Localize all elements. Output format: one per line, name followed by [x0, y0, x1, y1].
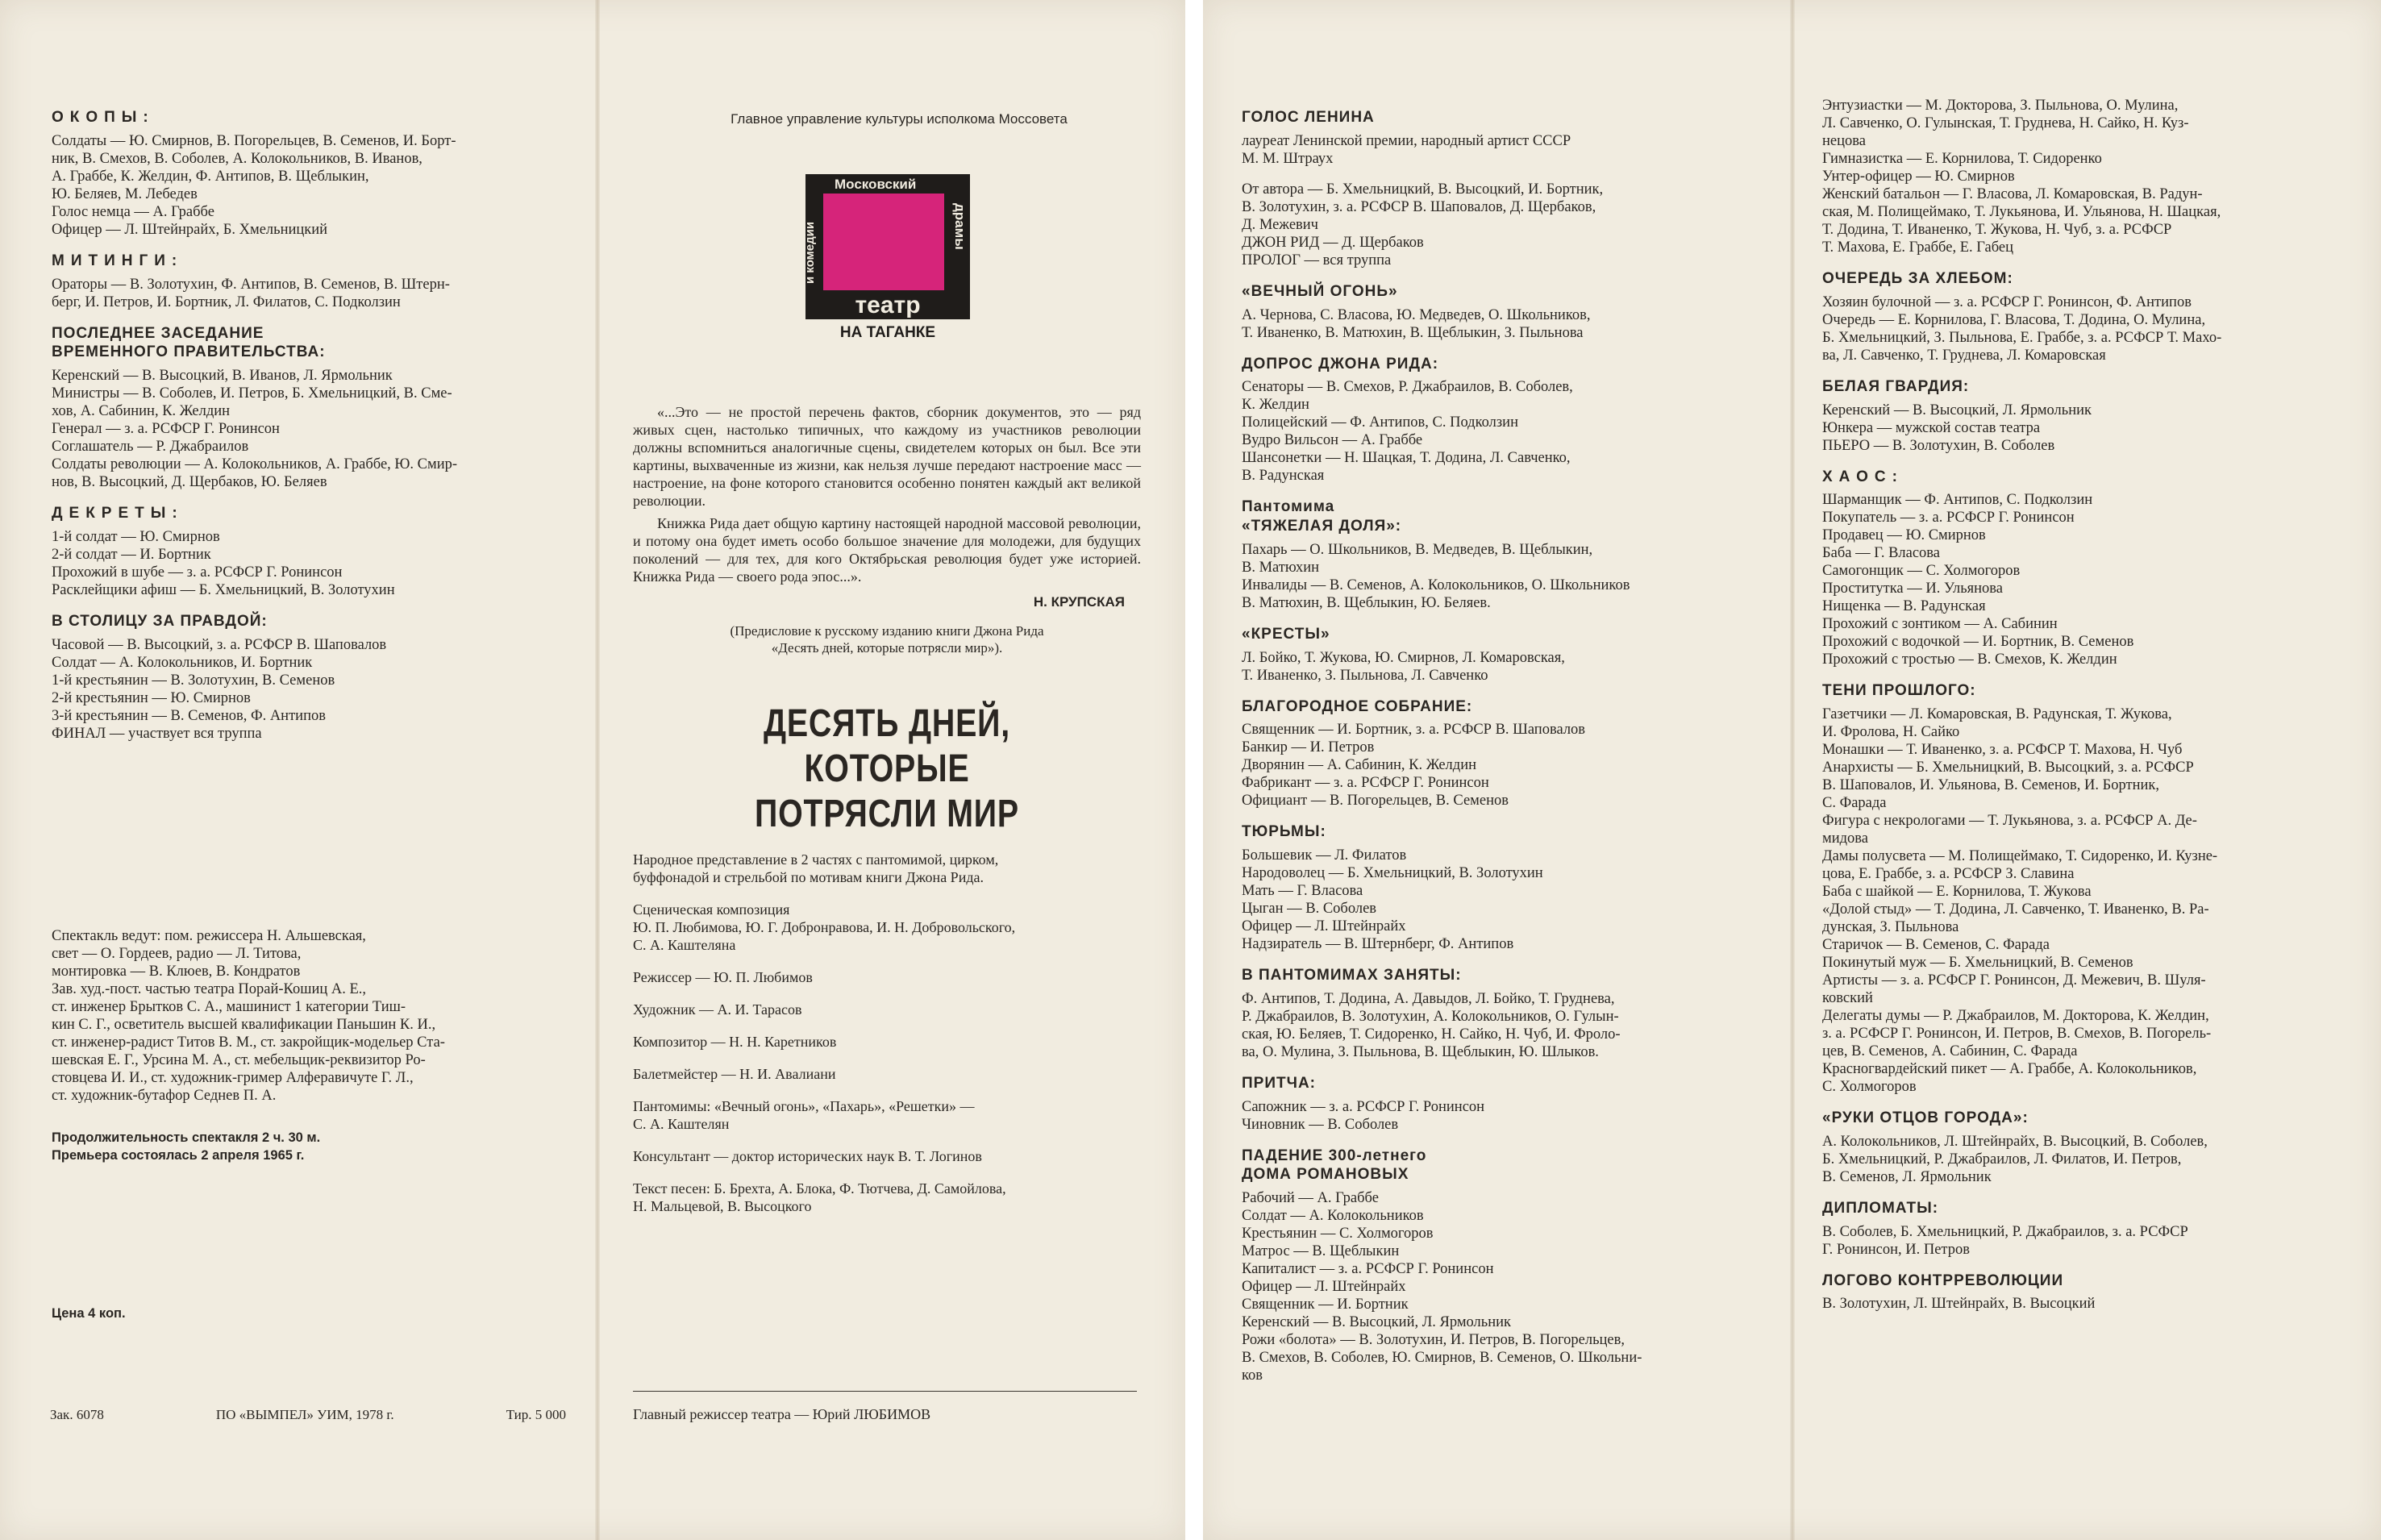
cast-line: Офицер — Л. Штейнрайх, Б. Хмельницкий — [52, 221, 328, 238]
play-title: ДЕСЯТЬ ДНЕЙ, КОТОРЫЕ ПОТРЯСЛИ МИР — [755, 702, 1019, 835]
cast-line: В. Семенов, Л. Ярмольник — [1822, 1168, 1992, 1185]
cast-column-right-1 — [1242, 97, 1774, 1540]
theatre-logo — [802, 171, 973, 342]
cast-line: Газетчики — Л. Комаровская, В. Радунская, Т. Жукова, — [1822, 706, 2172, 722]
cast-line: Голос немца — А. Граббе — [52, 203, 214, 220]
section-heading: В СТОЛИЦУ ЗА ПРАВДОЙ: — [52, 612, 268, 630]
cast-section — [52, 252, 568, 311]
cast-section — [52, 504, 568, 599]
section-heading: «ВЕЧНЫЙ ОГОНЬ» — [1242, 282, 1398, 300]
cast-line: Очередь — Е. Корнилова, Г. Власова, Т. Додина, О. Мулина, — [1822, 311, 2206, 328]
program-left-sheet — [0, 0, 1185, 1540]
section-heading: ТЮРЬМЫ: — [1242, 823, 1326, 841]
cast-line: Солдаты — Ю. Смирнов, В. Погорельцев, В. Семенов, И. Борт- — [52, 132, 456, 149]
cast-line: Прохожий с водочкой — И. Бортник, В. Семенов — [1822, 634, 2134, 651]
section-heading: ДОПРОС ДЖОНА РИДА: — [1242, 355, 1439, 373]
cast-line: Полицейский — Ф. Антипов, С. Подколзин — [1242, 414, 1518, 431]
cast-section — [1242, 1147, 1774, 1385]
credit-entry — [633, 1033, 1141, 1051]
cast-line: Старичок — В. Семенов, С. Фарада — [1822, 937, 2050, 953]
cast-line: Красногвардейский пикет — А. Граббе, А. Колокольников, — [1822, 1061, 2197, 1077]
cast-line: Шансонетки — Н. Шацкая, Т. Додина, Л. Савченко, — [1242, 450, 1571, 467]
quote-paragraph: Книжка Рида дает общую картину настоящей народной массовой революции, и потому она будет иметь особо большое значение для молодежи, для будущих поколений — для тех, для кого Октябрьская революция будет уже историей. Книжка Рида — своего рода эпос...». — [633, 515, 1141, 585]
cast-line: Ю. Беляев, М. Лебедев — [52, 185, 198, 202]
credit-line: Сценическая композиция — [633, 901, 790, 918]
cast-line: Керенский — В. Высоцкий, В. Иванов, Л. Ярмольник — [52, 368, 393, 384]
cast-line: От автора — Б. Хмельницкий, В. Высоцкий, И. Бортник, — [1242, 181, 1604, 198]
cast-line: Офицер — Л. Штейнрайх — [1242, 918, 1406, 934]
cast-line: Юнкера — мужской состав театра — [1822, 419, 2041, 436]
staff-line: монтировка — В. Клюев, В. Кондратов — [52, 964, 301, 980]
cast-line: Шарманщик — Ф. Антипов, С. Подколзин — [1822, 492, 2093, 509]
fold-line — [1790, 0, 1795, 1540]
logo-text-moscow: Московский — [835, 177, 917, 192]
cast-line: Рожи «болота» — В. Золотухин, И. Петров, В. Погорельцев, — [1242, 1332, 1625, 1348]
cast-line: Энтузиастки — М. Докторова, З. Пыльнова, О. Мулина, — [1822, 98, 2179, 114]
cast-section — [52, 108, 568, 239]
cast-line: В. Золотухин, з. а. РСФСР В. Шаповалов, Д. Щербаков, — [1242, 198, 1596, 215]
cast-line: Женский батальон — Г. Власова, Л. Комаровская, В. Радун- — [1822, 186, 2203, 202]
cast-section — [52, 612, 568, 743]
cast-line: лауреат Ленинской премии, народный артист СССР — [1242, 132, 1571, 149]
credit-line: Режиссер — Ю. П. Любимов — [633, 969, 813, 985]
cast-line: Священник — И. Бортник — [1242, 1297, 1409, 1313]
cast-line: Т. Иваненко, З. Пыльнова, Л. Савченко — [1242, 667, 1488, 684]
cast-line: Крестьянин — С. Холмогоров — [1242, 1226, 1434, 1242]
program-right-sheet — [1203, 0, 2381, 1540]
quote-source: (Предисловие к русскому изданию книги Джона Рида «Десять дней, которые потрясли мир»). — [730, 623, 1044, 656]
cast-line: Л. Бойко, Т. Жукова, Ю. Смирнов, Л. Комаровская, — [1242, 649, 1565, 666]
credit-entry — [633, 851, 1141, 886]
cast-line: Унтер-офицер — Ю. Смирнов — [1822, 169, 2015, 185]
chief-director-credit: Главный режиссер театра — Юрий ЛЮБИМОВ — [633, 1406, 931, 1422]
cast-section — [1242, 625, 1774, 685]
cast-line: Артисты — з. а. РСФСР Г. Ронинсон, Д. Межевич, В. Шуля- — [1822, 972, 2206, 989]
staff-line: кин С. Г., осветитель высшей квалификации Паньшин К. И., — [52, 1017, 436, 1033]
credit-line: Народное представление в 2 частях с пантомимой, цирком, — [633, 851, 999, 868]
cast-line: Продавец — Ю. Смирнов — [1822, 527, 1986, 544]
credit-line: Композитор — Н. Н. Каретников — [633, 1034, 837, 1050]
cast-section — [1822, 1199, 2354, 1259]
cast-line: Сенаторы — В. Смехов, Р. Джабраилов, В. Соболев, — [1242, 379, 1573, 396]
cast-line: Чиновник — В. Соболев — [1242, 1116, 1399, 1133]
staff-line: стовцева И. И., ст. художник-гример Алферавичуте Г. Л., — [52, 1070, 414, 1086]
section-heading: «КРЕСТЫ» — [1242, 625, 1330, 643]
cast-line: Г. Ронинсон, И. Петров — [1822, 1241, 1970, 1258]
section-heading: В ПАНТОМИМАХ ЗАНЯТЫ: — [1242, 967, 1462, 984]
quote-author: Н. КРУПСКАЯ — [1033, 594, 1125, 610]
cast-line: Рабочий — А. Граббе — [1242, 1190, 1379, 1206]
credit-entry — [633, 1180, 1141, 1215]
cast-line: 2-й крестьянин — Ю. Смирнов — [52, 689, 251, 706]
divider — [633, 1391, 1137, 1392]
cast-line: 2-й солдат — И. Бортник — [52, 546, 211, 563]
cast-line: ПРОЛОГ — вся труппа — [1242, 252, 1392, 268]
cast-section — [1822, 377, 2354, 455]
staff-line: свет — О. Гордеев, радио — Л. Титова, — [52, 946, 302, 962]
section-heading: ДИПЛОМАТЫ: — [1822, 1199, 1939, 1217]
cast-line: 1-й крестьянин — В. Золотухин, В. Семенов — [52, 672, 335, 689]
cast-section — [1242, 108, 1774, 168]
credit-line: Балетмейстер — Н. И. Авалиани — [633, 1066, 836, 1082]
section-heading: ЛОГОВО КОНТРРЕВОЛЮЦИИ — [1822, 1272, 2064, 1289]
cast-line: К. Желдин — [1242, 397, 1309, 414]
credit-line: Консультант — доктор исторических наук В. Т. Логинов — [633, 1148, 982, 1164]
cast-line: В. Золотухин, Л. Штейнрайх, В. Высоцкий — [1822, 1296, 2096, 1313]
staff-line: шевская Е. Г., Урсина М. А., ст. мебельщик-реквизитор Ро- — [52, 1052, 426, 1068]
cast-section — [1242, 822, 1774, 953]
cast-line: Анархисты — Б. Хмельницкий, В. Высоцкий, з. а. РСФСР — [1822, 760, 2194, 776]
cast-column-left — [52, 97, 568, 1540]
cast-line: В. Соболев, Б. Хмельницкий, Р. Джабраилов, з. а. РСФСР — [1822, 1223, 2188, 1240]
cast-line: мидова — [1822, 830, 1868, 847]
credit-entry — [633, 968, 1141, 986]
cast-line: цова, Е. Граббе, з. а. РСФСР З. Славина — [1822, 866, 2075, 882]
staff-credits — [52, 927, 568, 1105]
imprint-footer — [50, 1407, 566, 1423]
cast-line: Соглашатель — Р. Джабраилов — [52, 439, 249, 455]
section-heading: БЕЛАЯ ГВАРДИЯ: — [1822, 377, 1970, 395]
cast-line: ва, О. Мулина, З. Пыльнова, В. Щеблыкин, Ю. Шлыков. — [1242, 1043, 1599, 1060]
cast-section — [1242, 181, 1774, 269]
cast-line: И. Фролова, Н. Сайко — [1822, 724, 1960, 740]
cast-line: Т. Додина, Т. Иваненко, Т. Жукова, Н. Чуб, з. а. РСФСР — [1822, 222, 2172, 238]
cast-line: Фигура с некрологами — Т. Лукьянова, з. а. РСФСР А. Де- — [1822, 813, 2197, 829]
section-heading: ОЧЕРЕДЬ ЗА ХЛЕБОМ: — [1822, 270, 2013, 287]
organization-header: Главное управление культуры исполкома Моссовета — [731, 111, 1068, 127]
cast-section — [1822, 1272, 2354, 1313]
cast-line: Солдат — А. Колокольников — [1242, 1208, 1424, 1224]
cast-line: Гимназистка — Е. Корнилова, Т. Сидоренко — [1822, 151, 2102, 167]
cast-line: Пахарь — О. Школьников, В. Медведев, В. Щеблыкин, — [1242, 541, 1593, 558]
cast-line: А. Колокольников, Л. Штейнрайх, В. Высоцкий, В. Соболев, — [1822, 1133, 2208, 1150]
section-heading: ПОСЛЕДНЕЕ ЗАСЕДАНИЕ ВРЕМЕННОГО ПРАВИТЕЛЬСТВА: — [52, 324, 326, 361]
cast-line: В. Матюхин — [1242, 559, 1320, 576]
cast-line: Баба — Г. Власова — [1822, 545, 1941, 562]
cast-line: Банкир — И. Петров — [1242, 739, 1375, 756]
quote-paragraph: «...Это — не простой перечень фактов, сборник документов, это — ряд живых сцен, настолько типичных, что каждому из участников революции должны вспомниться аналогичные сцены, свидетелем которых он был. Все эти картины, выхваченные из жизни, как нельзя лучше передают настроение масс — настроение, на фоне которого становится особенно понятен каждый акт великой революции. — [633, 404, 1141, 509]
section-heading: ДЕКРЕТЫ: — [52, 505, 184, 522]
cast-line: ФИНАЛ — участвует вся труппа — [52, 725, 262, 742]
cast-line: Т. Махова, Е. Граббе, Е. Габец — [1822, 239, 2013, 256]
cast-line: Монашки — Т. Иваненко, з. а. РСФСР Т. Махова, Н. Чуб — [1822, 742, 2183, 758]
cast-line: Инвалиды — В. Семенов, А. Колокольников, О. Школьников — [1242, 576, 1630, 593]
cast-line: Б. Хмельницкий, Р. Джабраилов, Л. Филатов, И. Петров, — [1822, 1151, 2182, 1167]
cast-line: С. Холмогоров — [1822, 1079, 1917, 1095]
cast-line: Официант — В. Погорельцев, В. Семенов — [1242, 793, 1509, 810]
section-heading: ТЕНИ ПРОШЛОГО: — [1822, 682, 1976, 700]
cast-line: В. Смехов, В. Соболев, Ю. Смирнов, В. Семенов, О. Школьни- — [1242, 1350, 1642, 1366]
section-heading: МИТИНГИ: — [52, 252, 184, 269]
cast-section — [1242, 966, 1774, 1061]
cast-section — [1242, 1074, 1774, 1134]
credit-line: Текст песен: Б. Брехта, А. Блока, Ф. Тютчева, Д. Самойлова, — [633, 1180, 1006, 1197]
cast-line: ДЖОН РИД — Д. Щербаков — [1242, 234, 1424, 251]
staff-line: ст. художник-бутафор Седнев П. А. — [52, 1088, 277, 1104]
cast-line: берг, И. Петров, И. Бортник, Л. Филатов, С. Подколзин — [52, 293, 401, 310]
credit-entry — [633, 1147, 1141, 1165]
credit-line: Н. Мальцевой, В. Высоцкого — [633, 1198, 812, 1214]
cast-line: Прохожий в шубе — з. а. РСФСР Г. Ронинсон — [52, 564, 343, 581]
cast-line: Народоволец — Б. Хмельницкий, В. Золотухин — [1242, 865, 1543, 881]
logo-text-comedy: и комедии — [803, 221, 817, 284]
cast-line: Надзиратель — В. Штернберг, Ф. Антипов — [1242, 936, 1514, 952]
cast-line: А. Граббе, К. Желдин, Ф. Антипов, В. Щеблыкин, — [52, 168, 369, 185]
logo-text-drama: драмы — [952, 203, 968, 250]
section-heading: БЛАГОРОДНОЕ СОБРАНИЕ: — [1242, 697, 1473, 715]
order-number: Зак. 6078 — [50, 1407, 104, 1422]
cast-line: Прохожий с зонтиком — А. Сабинин — [1822, 616, 2058, 633]
cast-line: Министры — В. Соболев, И. Петров, Б. Хмельницкий, В. Сме- — [52, 385, 452, 402]
cast-line: Солдат — А. Колокольников, И. Бортник — [52, 654, 313, 671]
fold-line — [595, 0, 600, 1540]
cast-line: Ораторы — В. Золотухин, Ф. Антипов, В. Семенов, В. Штерн- — [52, 276, 450, 293]
cast-section — [1242, 355, 1774, 485]
cast-line: В. Шаповалов, И. Ульянова, В. Семенов, И. Бортник, — [1822, 777, 2160, 793]
cast-line: цев, В. Семенов, А. Сабинин, С. Фарада — [1822, 1043, 2078, 1059]
cast-line: Офицер — Л. Штейнрайх — [1242, 1279, 1406, 1295]
staff-line: ст. инженер Брытков С. А., машинист 1 категории Тиш- — [52, 999, 406, 1015]
credit-entry — [633, 1097, 1141, 1133]
cast-line: Баба с шайкой — Е. Корнилова, Т. Жукова — [1822, 884, 2092, 900]
cast-line: Л. Савченко, О. Гулынская, Т. Груднева, Н. Сайко, Н. Куз- — [1822, 115, 2189, 131]
section-heading: ХАОС: — [1822, 468, 1904, 485]
cast-line: Солдаты революции — А. Колокольников, А. Граббе, Ю. Смир- — [52, 456, 458, 472]
cast-section — [1242, 282, 1774, 342]
duration-text: Продолжительность спектакля 2 ч. 30 м. — [52, 1130, 321, 1145]
cast-line: з. а. РСФСР Г. Ронинсон, И. Петров, В. Смехов, В. Погорель- — [1822, 1026, 2212, 1042]
cast-line: ков — [1242, 1367, 1263, 1384]
logo-text-taganka: НА ТАГАНКЕ — [839, 324, 936, 341]
section-heading: «РУКИ ОТЦОВ ГОРОДА»: — [1822, 1109, 2029, 1126]
credit-line: С. А. Каштелян — [633, 1116, 730, 1132]
cast-line: ва, Л. Савченко, Т. Груднева, Л. Комаровская — [1822, 347, 2106, 364]
cast-line: Проститутка — И. Ульянова — [1822, 581, 2004, 597]
cast-line: Священник — И. Бортник, з. а. РСФСР В. Шаповалов — [1242, 722, 1586, 739]
cast-line: Б. Хмельницкий, З. Пыльнова, Е. Граббе, з. а. РСФСР Т. Махо- — [1822, 329, 2222, 346]
credit-entry — [633, 1065, 1141, 1083]
section-heading: ОКОПЫ: — [52, 109, 155, 126]
cast-section — [52, 324, 568, 492]
logo-text-theatre: театр — [855, 292, 921, 318]
cast-line: нецова — [1822, 133, 1866, 149]
cast-line: Капиталист — з. а. РСФСР Г. Ронинсон — [1242, 1261, 1494, 1277]
credit-line: Художник — А. И. Тарасов — [633, 1001, 802, 1018]
cast-line: Мать — Г. Власова — [1242, 883, 1363, 899]
cast-section — [1822, 681, 2354, 1096]
cast-line: Покинутый муж — Б. Хмельницкий, В. Семенов — [1822, 955, 2133, 971]
price-text: Цена 4 коп. — [52, 1306, 126, 1321]
cast-line: Покупатель — з. а. РСФСР Г. Ронинсон — [1822, 510, 2075, 527]
cast-line: Р. Джабраилов, В. Золотухин, А. Колокольников, О. Гулын- — [1242, 1008, 1619, 1025]
staff-line: Зав. худ.-пост. частью театра Порай-Кошиц А. Е., — [52, 981, 367, 997]
credit-line: Ю. П. Любимова, Ю. Г. Добронравова, И. Н. Добровольского, — [633, 919, 1016, 935]
cast-line: ская, Ю. Беляев, Т. Сидоренко, Н. Сайко, Н. Чуб, И. Фроло- — [1242, 1026, 1621, 1043]
cast-line: Фабрикант — з. а. РСФСР Г. Ронинсон — [1242, 775, 1489, 792]
cast-section — [1822, 269, 2354, 364]
cast-section — [1242, 697, 1774, 810]
performance-info — [52, 1129, 568, 1164]
cast-line: ник, В. Смехов, В. Соболев, А. Колокольников, В. Иванов, — [52, 150, 423, 167]
cast-line: 1-й солдат — Ю. Смирнов — [52, 528, 220, 545]
credit-line: С. А. Каштеляна — [633, 937, 736, 953]
section-heading: ПАДЕНИЕ 300-летнего ДОМА РОМАНОВЫХ — [1242, 1147, 1427, 1184]
cast-line: ПЬЕРО — В. Золотухин, В. Соболев — [1822, 437, 2055, 454]
cast-line: дунская, З. Пыльнова — [1822, 919, 1959, 935]
staff-line: ст. инженер-радист Титов В. М., ст. закройщик-модельер Ста- — [52, 1034, 445, 1051]
cast-line: Керенский — В. Высоцкий, Л. Ярмольник — [1822, 402, 2092, 418]
cast-line: Хозяин булочной — з. а. РСФСР Г. Ронинсон, Ф. Антипов — [1822, 293, 2192, 310]
cast-line: Матрос — В. Щеблыкин — [1242, 1243, 1400, 1259]
cast-line: Нищенка — В. Радунская — [1822, 598, 1986, 615]
cast-line: Цыган — В. Соболев — [1242, 901, 1377, 917]
cast-line: Сапожник — з. а. РСФСР Г. Ронинсон — [1242, 1098, 1485, 1115]
cast-section — [1822, 97, 2354, 256]
cast-line: Керенский — В. Высоцкий, Л. Ярмольник — [1242, 1314, 1511, 1330]
credit-line: буффонадой и стрельбой по мотивам книги Джона Рида. — [633, 869, 984, 885]
print-run: Тир. 5 000 — [506, 1407, 566, 1422]
cast-line: Расклейщики афиш — Б. Хмельницкий, В. Золотухин — [52, 581, 395, 598]
printer-name: ПО «ВЫМПЕЛ» УИМ, 1978 г. — [215, 1407, 394, 1422]
cast-line: М. М. Штраух — [1242, 150, 1334, 167]
cast-line: 3-й крестьянин — В. Семенов, Ф. Антипов — [52, 707, 326, 724]
cast-line: А. Чернова, С. Власова, Ю. Медведев, О. Школьников, — [1242, 306, 1591, 323]
cast-section — [1822, 1109, 2354, 1186]
cast-section — [1242, 497, 1774, 612]
cast-line: С. Фарада — [1822, 795, 1887, 811]
cast-line: Делегаты думы — Р. Джабраилов, М. Докторова, К. Желдин, — [1822, 1008, 2209, 1024]
credit-entry — [633, 901, 1141, 954]
cast-line: В. Радунская — [1242, 468, 1325, 485]
cast-line: Д. Межевич — [1242, 216, 1318, 233]
cast-line: ская, М. Полищеймако, Т. Лукьянова, И. Ульянова, Н. Шацкая, — [1822, 204, 2221, 220]
staff-line: Спектакль ведут: пом. режиссера Н. Альшевская, — [52, 928, 366, 944]
cast-column-right-2 — [1822, 97, 2354, 1540]
section-heading: ГОЛОС ЛЕНИНА — [1242, 109, 1375, 126]
cast-line: Т. Иваненко, В. Матюхин, В. Щеблыкин, З. Пыльнова — [1242, 324, 1584, 341]
cast-line: нов, В. Высоцкий, Д. Щербаков, Ю. Беляев — [52, 474, 327, 490]
premiere-text: Премьера состоялась 2 апреля 1965 г. — [52, 1148, 305, 1163]
cast-line: Самогонщик — С. Холмогоров — [1822, 563, 2021, 580]
cast-line: Ф. Антипов, Т. Додина, А. Давыдов, Л. Бойко, Т. Груднева, — [1242, 990, 1615, 1007]
cast-line: хов, А. Сабинин, К. Желдин — [52, 403, 231, 419]
cast-line: «Долой стыд» — Т. Додина, Л. Савченко, Т. Иваненко, В. Ра- — [1822, 901, 2209, 918]
cast-line: Генерал — з. а. РСФСР Г. Ронинсон — [52, 421, 280, 437]
section-heading: Пантомима «ТЯЖЕЛАЯ ДОЛЯ»: — [1242, 498, 1402, 535]
krupskaya-quote — [633, 403, 1141, 656]
cast-line: ковский — [1822, 990, 1873, 1006]
section-heading: ПРИТЧА: — [1242, 1074, 1316, 1092]
production-credits — [633, 851, 1141, 1230]
cast-line: Вудро Вильсон — А. Граббе — [1242, 432, 1423, 449]
cast-line: Большевик — Л. Филатов — [1242, 847, 1407, 864]
credit-line: Пантомимы: «Вечный огонь», «Пахарь», «Решетки» — — [633, 1098, 975, 1114]
cast-line: Дамы полусвета — М. Полищеймако, Т. Сидоренко, И. Кузне- — [1822, 848, 2218, 864]
cast-line: В. Матюхин, В. Щеблыкин, Ю. Беляев. — [1242, 594, 1491, 611]
cast-line: Дворянин — А. Сабинин, К. Желдин — [1242, 757, 1476, 774]
credit-entry — [633, 1001, 1141, 1018]
cast-line: Прохожий с тростью — В. Смехов, К. Желдин — [1822, 651, 2117, 668]
cast-line: Часовой — В. Высоцкий, з. а. РСФСР В. Шаповалов — [52, 636, 387, 653]
cast-section — [1822, 468, 2354, 669]
